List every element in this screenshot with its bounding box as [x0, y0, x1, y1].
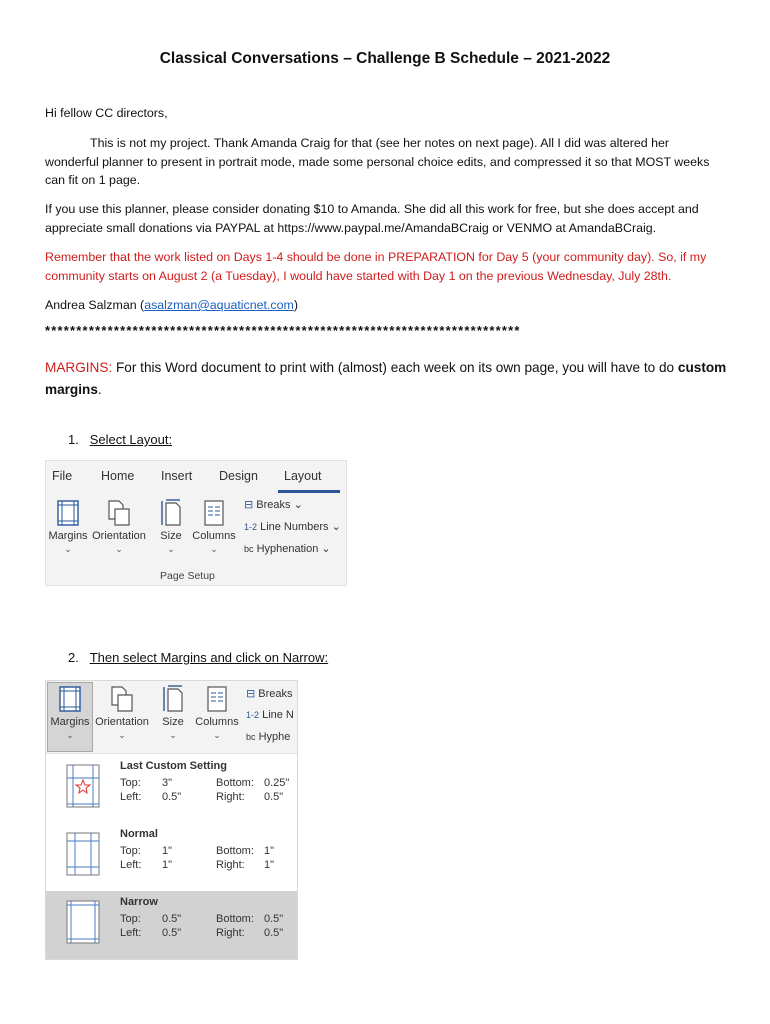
- orientation-icon: [108, 685, 136, 713]
- chevron-down-icon: ⌄: [66, 730, 74, 740]
- preparation-note: Remember that the work listed on Days 1-4 should be done in PREPARATION for Day 5 (your community day). So, if my community starts on August 2 (a Tuesday), I would have started with Day 1 on the previous Wednesday, July 28th.: [45, 250, 707, 283]
- tab-home[interactable]: Home: [101, 469, 135, 483]
- columns-icon: [202, 499, 226, 527]
- hyphenation-label: Hyphenation: [256, 543, 319, 555]
- line-numbers-icon: 1‑2: [246, 710, 260, 720]
- option-bottom-right-labels: Bottom: Right:: [216, 845, 254, 871]
- option-top-left-labels: Top: Left:: [120, 845, 142, 871]
- margins-label: Margins: [48, 530, 88, 542]
- orientation-label: Orientation: [92, 530, 146, 542]
- columns-label: Columns: [192, 530, 236, 542]
- size-icon: [160, 685, 186, 713]
- columns-label: Columns: [195, 716, 239, 728]
- step-2: [68, 650, 328, 665]
- signature-line: [45, 296, 725, 315]
- signature-close: ): [293, 298, 298, 312]
- margins-text: For this Word document to print with (almost) each week on its own page, you will have to do: [112, 360, 678, 375]
- step-2-text: Then select Margins and click on Narrow:: [89, 650, 329, 665]
- size-button[interactable]: [154, 499, 188, 555]
- margins-dropdown-screenshot: [45, 680, 298, 960]
- option-top-left-values: 3" 0.5": [162, 777, 182, 803]
- hyphenation-button[interactable]: [246, 731, 290, 743]
- option-name: Narrow: [120, 896, 158, 908]
- active-tab-indicator: [278, 490, 340, 493]
- size-button[interactable]: [156, 685, 190, 741]
- line-numbers-button[interactable]: 1‑2 Line Numbers ⌄: [244, 521, 341, 533]
- intro-paragraph: This is not my project. Thank Amanda Craig for that (see her notes on next page). All I did was altered her wonderful planner to present in portrait mode, made some personal choice edits, and compressed it so that MOST weeks can fit on 1 page.: [45, 136, 710, 187]
- orientation-icon: [105, 499, 133, 527]
- option-bottom-right-labels: Bottom: Right:: [216, 913, 254, 939]
- margins-bold: custom margins: [45, 360, 727, 397]
- margin-option-narrow[interactable]: [46, 891, 297, 959]
- step-1: [68, 432, 172, 447]
- page-margin-star-icon: [66, 764, 100, 808]
- margins-end: .: [97, 382, 102, 397]
- hyphenation-label: Hyphe: [258, 731, 291, 743]
- margins-button[interactable]: [46, 499, 90, 555]
- breaks-icon: ⊟: [244, 499, 254, 511]
- option-bottom-right-values: 1" 1": [264, 845, 275, 871]
- option-top-left-values: 1" 1": [162, 845, 173, 871]
- hyphenation-icon: bc: [244, 544, 254, 554]
- page-setup-group-label: Page Setup: [160, 570, 215, 582]
- chevron-down-icon: ⌄: [118, 730, 126, 740]
- donation-paragraph: If you use this planner, please consider donating $10 to Amanda. She did all this work for free, but she does accept and appreciate small donations via PAYPAL at https://www.paypal.me/AmandaBCraig or VENMO at AmandaBCraig.: [45, 202, 699, 235]
- page-margin-normal-icon: [66, 832, 100, 876]
- chevron-down-icon: ⌄: [167, 544, 175, 554]
- margins-label: Margins: [50, 716, 90, 728]
- hyphenation-button[interactable]: bc Hyphenation ⌄: [244, 543, 331, 555]
- document-title: Classical Conversations – Challenge B Schedule – 2021-2022: [159, 50, 611, 67]
- option-bottom-right-values: 0.5" 0.5": [264, 913, 284, 939]
- orientation-label: Orientation: [95, 716, 149, 728]
- orientation-button[interactable]: [90, 499, 148, 555]
- layout-ribbon-screenshot: [45, 460, 347, 586]
- chevron-down-icon: ⌄: [115, 544, 123, 554]
- line-numbers-button[interactable]: [246, 709, 294, 721]
- option-top-left-labels: Top: Left:: [120, 777, 142, 803]
- author-name: Andrea Salzman (: [45, 298, 145, 312]
- margins-note: [45, 357, 735, 401]
- columns-button[interactable]: [192, 685, 242, 741]
- breaks-button[interactable]: ⊟ Breaks ⌄: [244, 499, 303, 511]
- option-top-left-values: 0.5" 0.5": [162, 913, 182, 939]
- step-1-number: 1.: [68, 432, 79, 447]
- chevron-down-icon: ⌄: [210, 544, 218, 554]
- line-numbers-icon: 1‑2: [244, 522, 258, 532]
- tab-design[interactable]: Design: [219, 469, 258, 483]
- margins-icon: [58, 685, 82, 713]
- option-bottom-right-values: 0.25" 0.5": [264, 777, 290, 803]
- breaks-label: Breaks: [256, 499, 291, 511]
- tab-layout[interactable]: Layout: [284, 469, 322, 483]
- page-margin-narrow-icon: [66, 900, 100, 944]
- ribbon-strip: [46, 681, 297, 754]
- option-name: Last Custom Setting: [120, 760, 227, 772]
- tab-insert[interactable]: Insert: [161, 469, 193, 483]
- step-2-number: 2.: [68, 650, 79, 665]
- greeting: Hi fellow CC directors,: [45, 106, 168, 120]
- line-numbers-label: Line Numbers: [260, 521, 329, 533]
- option-bottom-right-labels: Bottom: Right:: [216, 777, 254, 803]
- breaks-label: Breaks: [258, 688, 293, 700]
- step-1-text: Select Layout:: [89, 432, 173, 447]
- separator-line: ****************************************************************************: [45, 323, 521, 338]
- chevron-down-icon: ⌄: [64, 544, 72, 554]
- chevron-down-icon: ⌄: [169, 730, 177, 740]
- columns-button[interactable]: [190, 499, 238, 555]
- chevron-down-icon: ⌄: [213, 730, 221, 740]
- orientation-button[interactable]: [93, 685, 151, 741]
- size-icon: [158, 499, 184, 527]
- columns-icon: [205, 685, 229, 713]
- tab-file[interactable]: File: [52, 469, 73, 483]
- size-label: Size: [162, 716, 184, 728]
- email-link[interactable]: asalzman@aquaticnet.com: [144, 298, 294, 312]
- margins-button[interactable]: [47, 685, 93, 741]
- margins-label: MARGINS:: [45, 360, 113, 375]
- margins-icon: [56, 499, 80, 527]
- margin-option-normal[interactable]: [46, 823, 297, 889]
- size-label: Size: [160, 530, 182, 542]
- hyphenation-icon: bc: [246, 732, 256, 742]
- option-top-left-labels: Top: Left:: [120, 913, 142, 939]
- breaks-button[interactable]: [246, 687, 293, 700]
- option-name: Normal: [120, 828, 158, 840]
- margin-option-last-custom[interactable]: [46, 755, 297, 821]
- breaks-icon: ⊟: [246, 688, 256, 700]
- line-numbers-label: Line N: [262, 709, 294, 721]
